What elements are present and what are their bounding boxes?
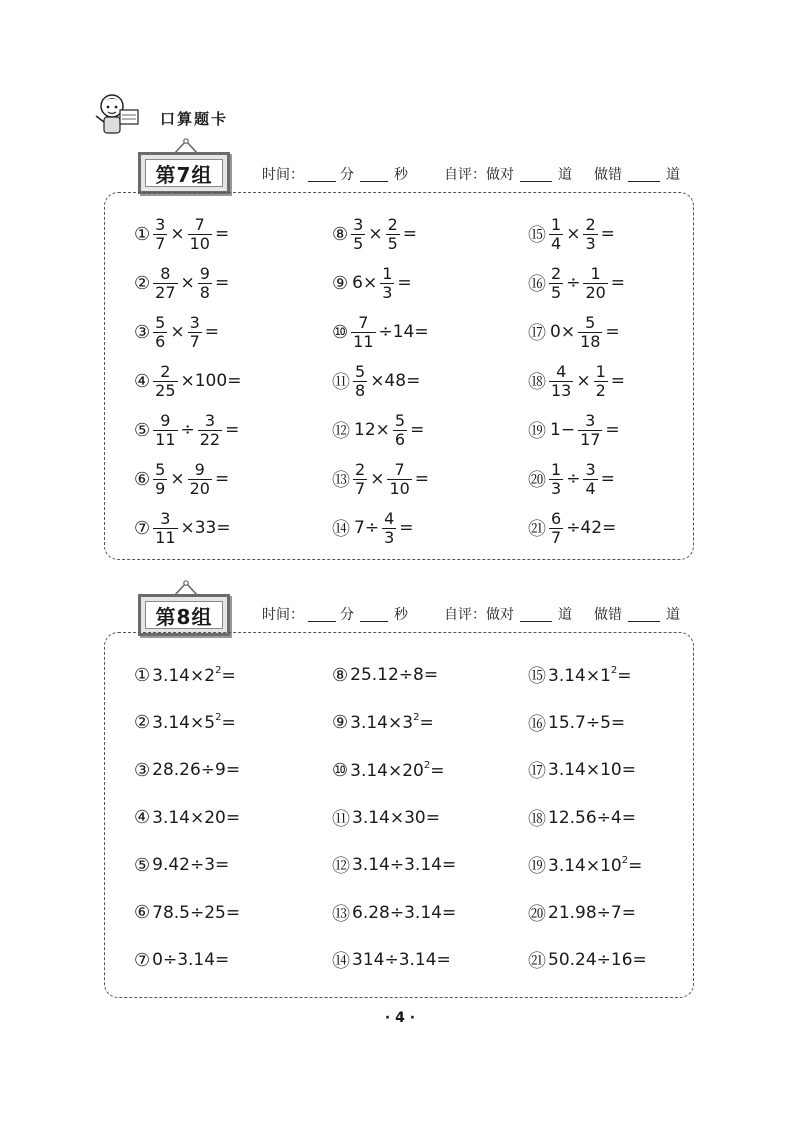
problem-number: ② [134,712,151,733]
operator: ÷42= [566,518,617,538]
numerator: 4 [556,361,567,381]
problem-expression: 3.14×10= [548,760,636,780]
problem-expression: 0÷3.14= [152,950,230,970]
self-eval-label: 自评：做对 [444,167,514,183]
problem-item [134,758,240,782]
problem-number: ⑮ [528,225,546,246]
denominator: 4 [551,233,562,253]
problem-number: ⑲ [528,856,546,877]
numerator: 9 [160,410,171,430]
problem-expression: 50.24÷16= [548,950,647,970]
denominator: 10 [189,233,210,253]
operator: × [170,469,185,489]
numerator: 3 [189,312,200,332]
problem-item [134,901,240,925]
problem-item [528,663,632,687]
numerator: 8 [160,263,171,283]
denominator: 11 [155,429,176,449]
problem-item [332,361,422,401]
problem-number: ⑳ [528,903,546,925]
group7-badge [138,152,230,194]
denominator: 6 [394,429,406,449]
denominator: 11 [155,527,176,547]
problem-number: ⑨ [332,712,349,733]
problem-item [528,853,642,877]
denominator: 7 [155,233,166,253]
fraction [549,216,563,253]
operator: 0× [550,322,576,342]
fraction [549,510,563,547]
problem-item [332,711,434,735]
problem-item [134,214,231,254]
problem-number: ⑩ [332,321,349,343]
fraction [198,265,212,302]
problem-number: ② [134,272,151,294]
denominator: 6 [155,331,166,351]
time-label: 时间： [262,607,304,623]
operator: 7÷ [354,518,380,538]
numerator: 4 [384,508,395,528]
seconds-label: 秒 [394,607,408,623]
denominator: 3 [585,233,596,253]
problem-item [332,459,431,499]
numerator: 5 [394,410,406,430]
problem-expression: 314÷3.14= [352,950,451,970]
fraction [386,216,400,253]
problem-number: ① [134,664,151,686]
operator: = [214,469,230,489]
problem-item [134,508,233,548]
problem-item [528,312,622,352]
unit-label: 道 [558,167,572,183]
problem-item [528,711,625,735]
group8-meta [262,604,680,624]
problem-item [332,758,445,782]
fraction [583,461,597,498]
operator: ×33= [180,518,231,538]
wrong-label: 做错 [594,167,622,183]
problem-number: ⑬ [332,903,350,925]
problem-item [332,508,416,548]
problem-item [528,214,617,254]
numerator: 3 [155,214,166,234]
numerator: 9 [194,459,205,479]
correct-blank[interactable] [520,167,552,182]
problem-number: ⑤ [134,854,151,876]
numerator: 3 [585,410,596,430]
fraction [382,510,396,547]
problem-item [134,312,221,352]
fraction [153,461,167,498]
fraction [549,363,573,400]
denominator: 17 [580,429,601,449]
denominator: 3 [384,527,395,547]
operator: × [566,224,581,244]
problem-item [528,508,618,548]
denominator: 27 [155,282,176,302]
operator: 12× [354,420,390,440]
problem-number: ⑰ [528,323,546,344]
exponent: 2 [621,854,629,866]
operator: × [170,224,185,244]
unit-label: 道 [666,167,680,183]
problem-expression: $3.14\times 10^2=$ [548,854,643,876]
operator: × [180,273,195,293]
exponent: 2 [215,712,222,723]
denominator: 25 [155,380,176,400]
page-number: · 4 · [384,1010,416,1026]
numerator: 2 [160,361,171,381]
problem-expression: $3.14\times 3^2=$ [350,712,434,733]
fraction [153,412,177,449]
numerator: 3 [353,214,364,234]
problem-item [134,361,243,401]
time-label: 时间： [262,167,304,183]
problem-item [528,410,622,450]
problem-item [134,853,229,877]
problem-number: ⑲ [528,421,546,442]
operator: = [610,273,626,293]
fraction [583,216,597,253]
mascot-illustration [92,92,142,138]
problem-number: ⑱ [528,808,546,830]
fraction [353,461,367,498]
problem-number: ⑭ [332,951,350,972]
numerator: 7 [358,312,369,332]
problem-number: ⑰ [528,761,546,782]
fraction [153,363,177,400]
problem-item [134,663,236,687]
exponent: 2 [423,759,431,771]
problem-number: ⑨ [332,272,349,294]
operator: = [214,273,230,293]
fraction [188,216,212,253]
operator: = [414,469,430,489]
problem-number: ⑱ [528,372,546,393]
unit-label: 道 [666,607,680,623]
wrong-label: 做错 [594,607,622,623]
operator: ÷ [566,469,581,489]
fraction [549,265,563,302]
problem-number: ③ [134,321,151,343]
fraction [578,412,602,449]
fraction [153,510,177,547]
problem-number: ③ [134,759,151,781]
operator: = [610,371,626,391]
exponent: 2 [610,664,618,676]
operator: ÷ [180,420,195,440]
self-eval-label: 自评：做对 [444,607,514,623]
denominator: 7 [189,331,200,351]
seconds-label: 秒 [394,167,408,183]
wrong-blank[interactable] [628,607,660,622]
problem-expression: $3.14\times 20^2=$ [350,759,445,781]
operator: 6× [352,273,378,293]
operator: × [170,322,185,342]
problem-item [134,711,236,735]
wrong-blank[interactable] [628,167,660,182]
operator: = [600,224,615,244]
problem-item [332,410,426,450]
denominator: 22 [199,429,221,449]
numerator: 2 [551,263,562,283]
problem-item [528,361,627,401]
problem-number: ⑧ [332,664,349,686]
minutes-label: 分 [340,607,354,623]
problem-number: ㉑ [528,519,546,540]
fraction [351,216,365,253]
denominator: 13 [551,380,572,400]
fraction [380,265,394,302]
operator: = [399,518,414,538]
numerator: 1 [595,361,606,381]
operator: = [410,420,425,440]
fraction [153,216,167,253]
group8-title: 第8组 [145,601,223,629]
numerator: 3 [585,459,596,479]
problem-expression: 25.12÷8= [350,665,439,685]
problem-item [528,758,636,782]
numerator: 1 [590,263,601,283]
minutes-blank[interactable] [308,167,336,182]
unit-label: 道 [558,607,572,623]
problem-number: ⑥ [134,902,151,923]
problem-item [134,806,240,830]
problem-expression: 3.14×30= [352,807,440,828]
problem-number: ⑧ [332,223,349,245]
fraction [351,314,375,351]
problem-item [332,853,456,877]
denominator: 20 [585,282,606,302]
problem-number: ⑪ [332,808,350,830]
problem-number: ⑫ [332,856,350,877]
problem-item [528,459,617,499]
problem-number: ④ [134,807,151,828]
numerator: 1 [382,263,393,283]
fraction [549,461,563,498]
denominator: 7 [551,527,562,547]
fraction [583,265,607,302]
problem-number: ⑳ [528,470,546,491]
problem-item [134,459,231,499]
group8-badge [138,594,230,636]
exponent: 2 [215,664,222,676]
minutes-blank[interactable] [308,607,336,622]
problem-number: ⑫ [332,421,350,442]
numerator: 5 [355,361,366,381]
operator: ÷14= [378,322,429,342]
problem-item [332,901,456,925]
operator: ×48= [370,371,421,391]
problem-expression: 78.5÷25= [152,902,241,923]
problem-item [528,901,636,925]
problem-expression: 3.14×20= [152,807,241,828]
numerator: 2 [387,214,398,234]
problem-item [332,806,440,830]
seconds-blank[interactable] [360,607,388,622]
problem-item [528,263,627,303]
correct-blank[interactable] [520,607,552,622]
numerator: 1 [551,459,562,479]
problem-item [332,663,438,687]
operator: = [402,224,418,244]
problem-item [134,948,229,972]
problem-item [332,214,419,254]
problem-expression: 6.28÷3.14= [352,902,457,923]
denominator: 4 [585,478,596,498]
denominator: 10 [389,478,410,498]
operator: = [605,322,620,342]
fraction [153,265,177,302]
problem-number: ⑩ [332,759,349,781]
problem-number: ⑭ [332,519,350,540]
fraction [188,461,212,498]
operator: ×100= [180,371,242,391]
problem-expression: 3.14÷3.14= [352,855,457,875]
denominator: 3 [382,282,393,302]
denominator: 18 [580,331,601,351]
denominator: 3 [551,478,562,498]
denominator: 20 [189,478,210,498]
fraction [387,461,411,498]
numerator: 9 [199,263,210,283]
problem-number: ① [134,223,151,245]
operator: ÷ [566,273,581,293]
numerator: 2 [585,214,596,234]
numerator: 5 [155,312,166,332]
problem-number: ⑪ [332,372,350,393]
problem-expression: $3.14\times 1^2=$ [548,664,632,686]
numerator: 5 [585,312,596,332]
problem-item [332,263,414,303]
seconds-blank[interactable] [360,167,388,182]
operator: = [605,420,620,440]
problem-expression: 9.42÷3= [152,855,230,875]
problem-number: ⑦ [134,949,151,971]
problem-number: ④ [134,370,151,392]
problem-expression: $3.14\times 5^2=$ [152,712,236,733]
operator: × [576,371,591,391]
denominator: 7 [355,478,366,498]
denominator: 5 [387,233,398,253]
denominator: 5 [353,233,364,253]
fraction [393,412,407,449]
fraction [594,363,608,400]
operator: = [225,420,240,440]
problem-number: ⑥ [134,468,151,490]
denominator: 8 [355,380,366,400]
problem-expression: 21.98÷7= [548,902,636,923]
problem-item [134,410,241,450]
problem-expression: 15.7÷5= [548,712,626,733]
operator: = [204,322,220,342]
problem-expression: $3.14\times 2^2=$ [152,664,236,686]
numerator: 7 [194,214,205,234]
problem-number: ⑬ [332,470,350,491]
fraction [353,363,367,400]
minutes-label: 分 [340,167,354,183]
group7-meta [262,164,680,184]
problem-number: ⑮ [528,666,546,687]
header-title: 口算题卡 [160,110,229,128]
operator: = [600,469,615,489]
problem-number: ⑤ [134,419,151,441]
fraction [578,314,602,351]
denominator: 2 [595,380,606,400]
numerator: 6 [551,508,562,528]
numerator: 3 [160,508,171,528]
problem-item [134,263,231,303]
problem-item [528,806,636,830]
problem-number: ⑯ [528,274,546,295]
operator: = [214,224,230,244]
exponent: 2 [413,712,420,723]
problem-number: ⑯ [528,713,546,735]
problem-item [332,948,451,972]
denominator: 9 [155,478,166,498]
problem-item [332,312,431,352]
operator: × [368,224,383,244]
group7-title: 第7组 [145,159,223,187]
denominator: 11 [353,331,374,351]
fraction [188,314,202,351]
operator: 1− [550,420,576,440]
numerator: 5 [155,459,166,479]
denominator: 5 [551,282,562,302]
fraction [198,412,222,449]
numerator: 2 [355,459,366,479]
numerator: 1 [551,214,562,234]
fraction [153,314,167,351]
operator: = [397,273,412,293]
operator: × [370,469,385,489]
problem-expression: 28.26÷9= [152,760,241,780]
problem-item [528,948,647,972]
numerator: 3 [204,410,216,430]
denominator: 8 [199,282,210,302]
problem-number: ㉑ [528,951,546,972]
numerator: 7 [394,459,405,479]
problem-number: ⑦ [134,517,151,539]
problem-expression: 12.56÷4= [548,807,636,828]
